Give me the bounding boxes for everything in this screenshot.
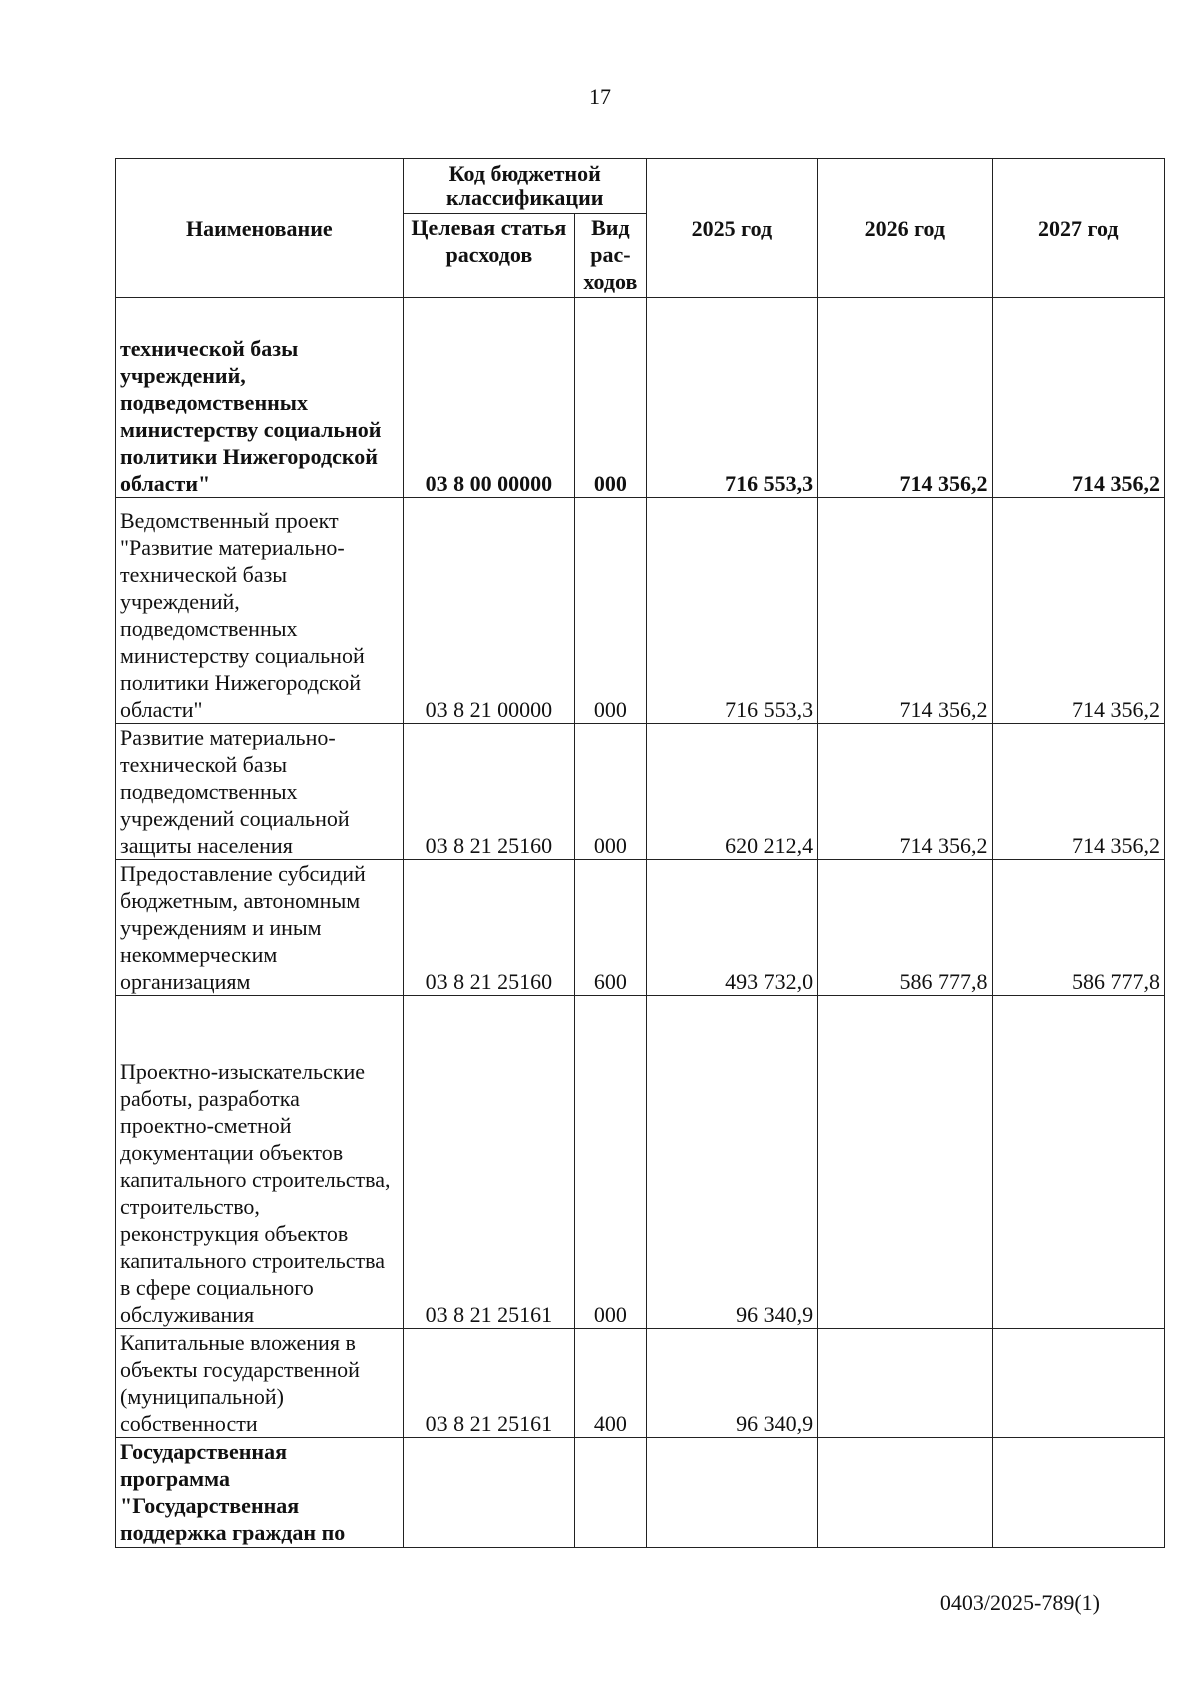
expense-type-cell: 000 [575,498,647,724]
table-row [116,498,1165,724]
value-2027-cell: 714 356,2 [992,724,1164,860]
target-article-cell: 03 8 21 25160 [403,724,574,860]
table-row [116,860,1165,996]
table-row [116,724,1165,860]
value-2025-cell: 96 340,9 [646,1329,817,1438]
value-2027-cell [992,996,1164,1329]
value-2026-cell [818,1438,992,1548]
target-article-cell: 03 8 21 00000 [403,498,574,724]
value-2027-cell: 714 356,2 [992,298,1164,498]
value-2025-cell: 620 212,4 [646,724,817,860]
table-row [116,1329,1165,1438]
value-2027-cell [992,1329,1164,1438]
value-2025-cell [646,1438,817,1548]
value-2025-cell: 716 553,3 [646,498,817,724]
value-2027-cell [992,1438,1164,1548]
budget-table [115,158,1165,1548]
target-article-cell: 03 8 00 00000 [403,298,574,498]
header-year-2025: 2025 год [646,159,817,298]
value-2026-cell [818,996,992,1329]
header-name: Наименование [116,159,404,298]
value-2025-cell: 716 553,3 [646,298,817,498]
footer-code: 0403/2025-789(1) [939,1590,1100,1615]
header-expense-type: Вид рас-ходов [575,214,647,298]
value-2027-cell: 586 777,8 [992,860,1164,996]
name-cell: Проектно-изыскательские работы, разработка проектно-сметной документации объектов капитального строительства, строительство, реконструкция объектов капитального строительства в сфере социального обслуживания [116,996,404,1329]
table-row [116,298,1165,498]
name-cell: технической базы учреждений, подведомственных министерству социальной политики Нижегородской области" [116,298,404,498]
value-2025-cell: 96 340,9 [646,996,817,1329]
value-2026-cell: 714 356,2 [818,724,992,860]
header-year-2026: 2026 год [818,159,992,298]
expense-type-cell: 000 [575,724,647,860]
value-2025-cell: 493 732,0 [646,860,817,996]
page-number: 17 [589,84,611,109]
name-cell: Развитие материально-технической базы подведомственных учреждений социальной защиты населения [116,724,404,860]
table-row [116,996,1165,1329]
value-2027-cell: 714 356,2 [992,498,1164,724]
name-cell: Капитальные вложения в объекты государственной (муниципальной) собственности [116,1329,404,1438]
expense-type-cell: 000 [575,996,647,1329]
table-header [116,159,1165,298]
expense-type-cell: 600 [575,860,647,996]
value-2026-cell: 586 777,8 [818,860,992,996]
target-article-cell [403,1438,574,1548]
table-body [116,298,1165,1548]
target-article-cell: 03 8 21 25160 [403,860,574,996]
name-cell: Государственная программа "Государственная поддержка граждан по [116,1438,404,1548]
expense-type-cell: 000 [575,298,647,498]
name-cell: Ведомственный проект "Развитие материально-технической базы учреждений, подведомственных министерству социальной политики Нижегородской области" [116,498,404,724]
name-cell: Предоставление субсидий бюджетным, автономным учреждениям и иным некоммерческим организациям [116,860,404,996]
target-article-cell: 03 8 21 25161 [403,1329,574,1438]
header-year-2027: 2027 год [992,159,1164,298]
expense-type-cell: 400 [575,1329,647,1438]
header-target-article: Целевая статья расходов [403,214,574,298]
value-2026-cell: 714 356,2 [818,498,992,724]
target-article-cell: 03 8 21 25161 [403,996,574,1329]
expense-type-cell [575,1438,647,1548]
header-budget-code-group: Код бюджетной классификации [403,159,646,214]
value-2026-cell: 714 356,2 [818,298,992,498]
table-row [116,1438,1165,1548]
value-2026-cell [818,1329,992,1438]
